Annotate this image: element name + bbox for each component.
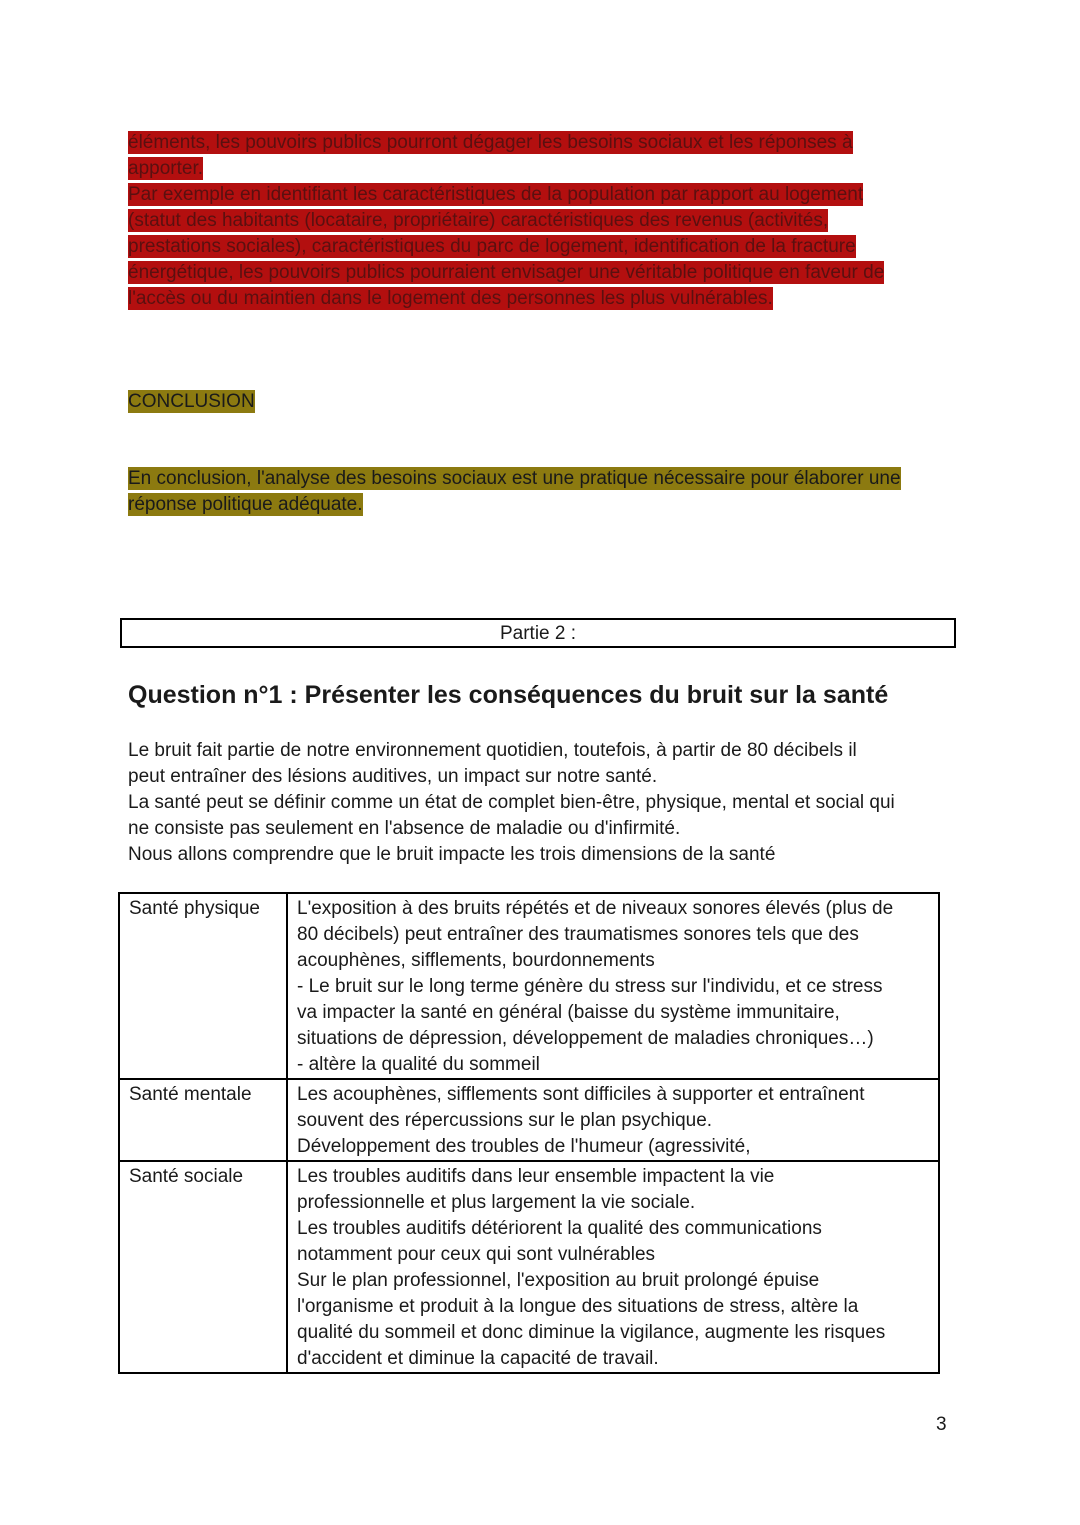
paragraph-line: l'accès ou du maintien dans le logement des personnes les plus vulnérables. xyxy=(128,288,773,309)
row-content xyxy=(287,893,939,1079)
cell-line: va impacter la santé en général (baisse du système immunitaire, xyxy=(297,1002,840,1023)
cell-line: - altère la qualité du sommeil xyxy=(297,1054,540,1075)
paragraph-line: apporter. xyxy=(128,158,203,179)
page-number: 3 xyxy=(936,1414,947,1435)
cell-line: L'exposition à des bruits répétés et de niveaux sonores élevés (plus de xyxy=(297,898,894,919)
cell-line: Développement des troubles de l'humeur (agressivité, xyxy=(297,1136,751,1157)
row-label: Santé mentale xyxy=(119,1079,287,1161)
cell-line: d'accident et diminue la capacité de travail. xyxy=(297,1348,659,1369)
row-label: Santé sociale xyxy=(119,1161,287,1373)
paragraph-line: réponse politique adéquate. xyxy=(128,494,363,515)
cell-line: Sur le plan professionnel, l'exposition au bruit prolongé épuise xyxy=(297,1270,820,1291)
cell-line: l'organisme et produit à la longue des situations de stress, altère la xyxy=(297,1296,859,1317)
part2-header-box xyxy=(120,618,956,648)
table-row xyxy=(119,1161,939,1373)
question-title: Question n°1 : Présenter les conséquences du bruit sur la santé xyxy=(128,681,889,709)
cell-line: - Le bruit sur le long terme génère du stress sur l'individu, et ce stress xyxy=(297,976,883,997)
paragraph-line: prestations sociales), caractéristiques du parc de logement, identification de la fracture xyxy=(128,236,856,257)
paragraph-line: Par exemple en identifiant les caractéristiques de la population par rapport au logement xyxy=(128,184,864,205)
intro-line: peut entraîner des lésions auditives, un impact sur notre santé. xyxy=(128,766,658,787)
cell-line: notamment pour ceux qui sont vulnérables xyxy=(297,1244,656,1265)
intro-line: Nous allons comprendre que le bruit impacte les trois dimensions de la santé xyxy=(128,844,776,865)
table-row xyxy=(119,1079,939,1161)
intro-line: La santé peut se définir comme un état de complet bien-être, physique, mental et social qui xyxy=(128,792,895,813)
row-content xyxy=(287,1079,939,1161)
cell-line: situations de dépression, développement de maladies chroniques…) xyxy=(297,1028,874,1049)
intro-line: ne consiste pas seulement en l'absence de maladie ou d'infirmité. xyxy=(128,818,681,839)
cell-line: professionnelle et plus largement la vie sociale. xyxy=(297,1192,696,1213)
paragraph-line: énergétique, les pouvoirs publics pourraient envisager une véritable politique en faveur de xyxy=(128,262,885,283)
cell-line: Les troubles auditifs dans leur ensemble impactent la vie xyxy=(297,1166,775,1187)
cell-line: qualité du sommeil et donc diminue la vigilance, augmente les risques xyxy=(297,1322,886,1343)
paragraph-line: (statut des habitants (locataire, propriétaire) caractéristiques des revenus (activités, xyxy=(128,210,829,231)
cell-line: 80 décibels) peut entraîner des traumatismes sonores tels que des xyxy=(297,924,859,945)
cell-line: Les troubles auditifs détériorent la qualité des communications xyxy=(297,1218,822,1239)
cell-line: Les acouphènes, sifflements sont difficiles à supporter et entraînent xyxy=(297,1084,865,1105)
intro-line: Le bruit fait partie de notre environnement quotidien, toutefois, à partir de 80 décibels il xyxy=(128,740,857,761)
question-intro xyxy=(128,738,895,868)
row-label: Santé physique xyxy=(119,893,287,1079)
cell-line: souvent des répercussions sur le plan psychique. xyxy=(297,1110,713,1131)
row-content xyxy=(287,1161,939,1373)
part2-label: Partie 2 : xyxy=(499,623,577,644)
paragraph-line: éléments, les pouvoirs publics pourront dégager les besoins sociaux et les réponses à xyxy=(128,132,853,153)
cell-line: acouphènes, sifflements, bourdonnements xyxy=(297,950,655,971)
paragraph-line: En conclusion, l'analyse des besoins sociaux est une pratique nécessaire pour élaborer une xyxy=(128,468,901,489)
table-row xyxy=(119,893,939,1079)
health-table xyxy=(118,892,940,1374)
conclusion-title: CONCLUSION xyxy=(128,391,255,412)
